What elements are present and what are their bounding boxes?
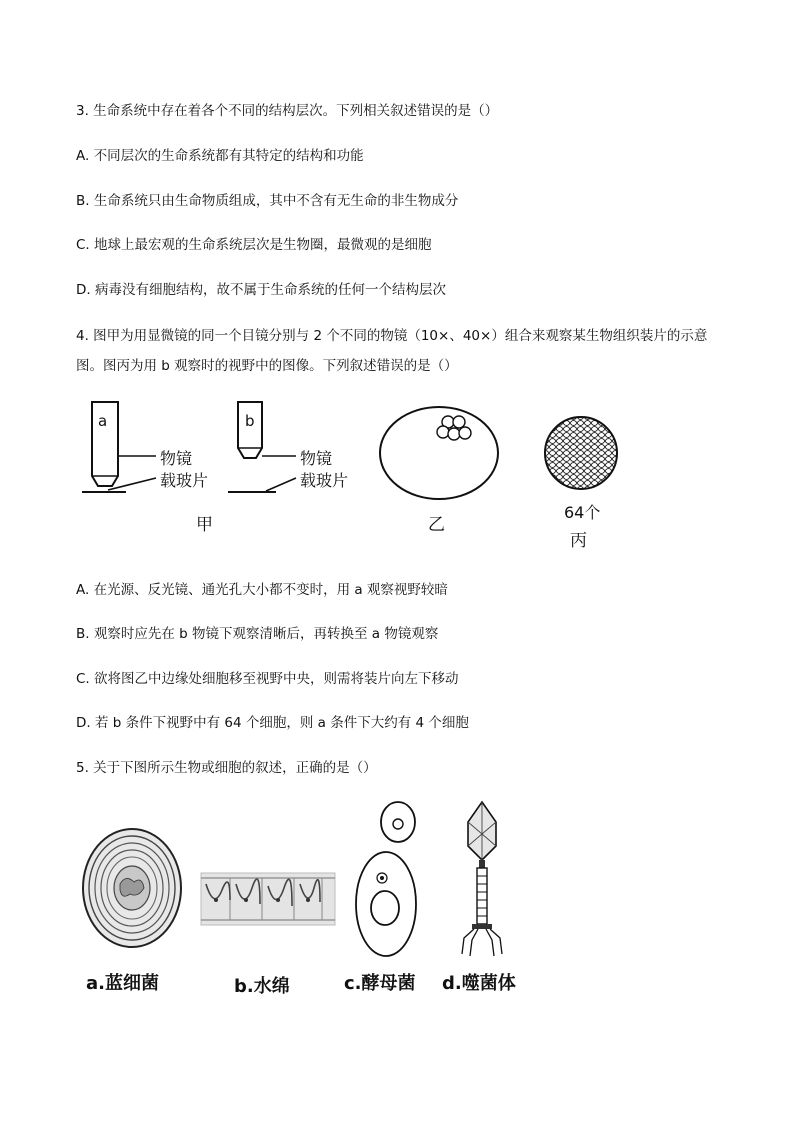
objective-label-b: 物镜 xyxy=(300,449,333,468)
label-cyanobacteria: a.蓝细菌 xyxy=(86,973,159,994)
objective-lens-a xyxy=(82,402,156,492)
figure-bing-cells xyxy=(542,414,620,492)
lens-a-label: a xyxy=(98,412,108,430)
q4-stem-line1: 4. 图甲为用显微镜的同一个目镜分别与 2 个不同的物镜（10×、40×）组合来观察某生物组织装片的示意 xyxy=(76,328,708,344)
label-bacteriophage: d.噬菌体 xyxy=(442,973,516,994)
q3-option-d: D. 病毒没有细胞结构，故不属于生命系统的任何一个结构层次 xyxy=(76,282,446,298)
cyanobacteria-image xyxy=(80,826,184,950)
q3-option-b: B. 生命系统只由生命物质组成，其中不含有无生命的非生物成分 xyxy=(76,193,459,209)
q4-option-c: C. 欲将图乙中边缘处细胞移至视野中央，则需将装片向左下移动 xyxy=(76,671,459,687)
q5-stem: 5. 关于下图所示生物或细胞的叙述，正确的是（） xyxy=(76,760,377,776)
caption-jia: 甲 xyxy=(196,515,213,535)
yeast-image xyxy=(352,800,424,958)
objective-label-a: 物镜 xyxy=(160,449,193,468)
bacteriophage-image xyxy=(456,798,508,958)
caption-bing: 丙 xyxy=(570,531,587,551)
slide-label-b: 载玻片 xyxy=(300,471,349,490)
lens-b-label: b xyxy=(245,412,255,430)
q4-option-a: A. 在光源、反光镜、通光孔大小都不变时，用 a 观察视野较暗 xyxy=(76,582,448,598)
q4-stem-line2: 图。图丙为用 b 观察时的视野中的图像。下列叙述错误的是（） xyxy=(76,358,458,374)
objective-lens-b xyxy=(228,402,296,492)
caption-yi: 乙 xyxy=(428,515,445,535)
spirogyra-image xyxy=(200,870,336,928)
q3-option-a: A. 不同层次的生命系统都有其特定的结构和功能 xyxy=(76,148,364,164)
q3-option-c: C. 地球上最宏观的生命系统层次是生物圈，最微观的是细胞 xyxy=(76,237,432,253)
slide-label-a: 载玻片 xyxy=(160,471,209,490)
label-yeast: c.酵母菌 xyxy=(344,973,416,994)
q3-stem: 3. 生命系统中存在着各个不同的结构层次。下列相关叙述错误的是（） xyxy=(76,103,499,119)
q4-option-d: D. 若 b 条件下视野中有 64 个细胞，则 a 条件下大约有 4 个细胞 xyxy=(76,715,469,731)
count-bing: 64个 xyxy=(564,503,601,522)
figure-yi-field xyxy=(378,404,502,504)
q4-option-b: B. 观察时应先在 b 物镜下观察清晰后，再转换至 a 物镜观察 xyxy=(76,626,439,642)
label-spirogyra: b.水绵 xyxy=(234,976,290,997)
